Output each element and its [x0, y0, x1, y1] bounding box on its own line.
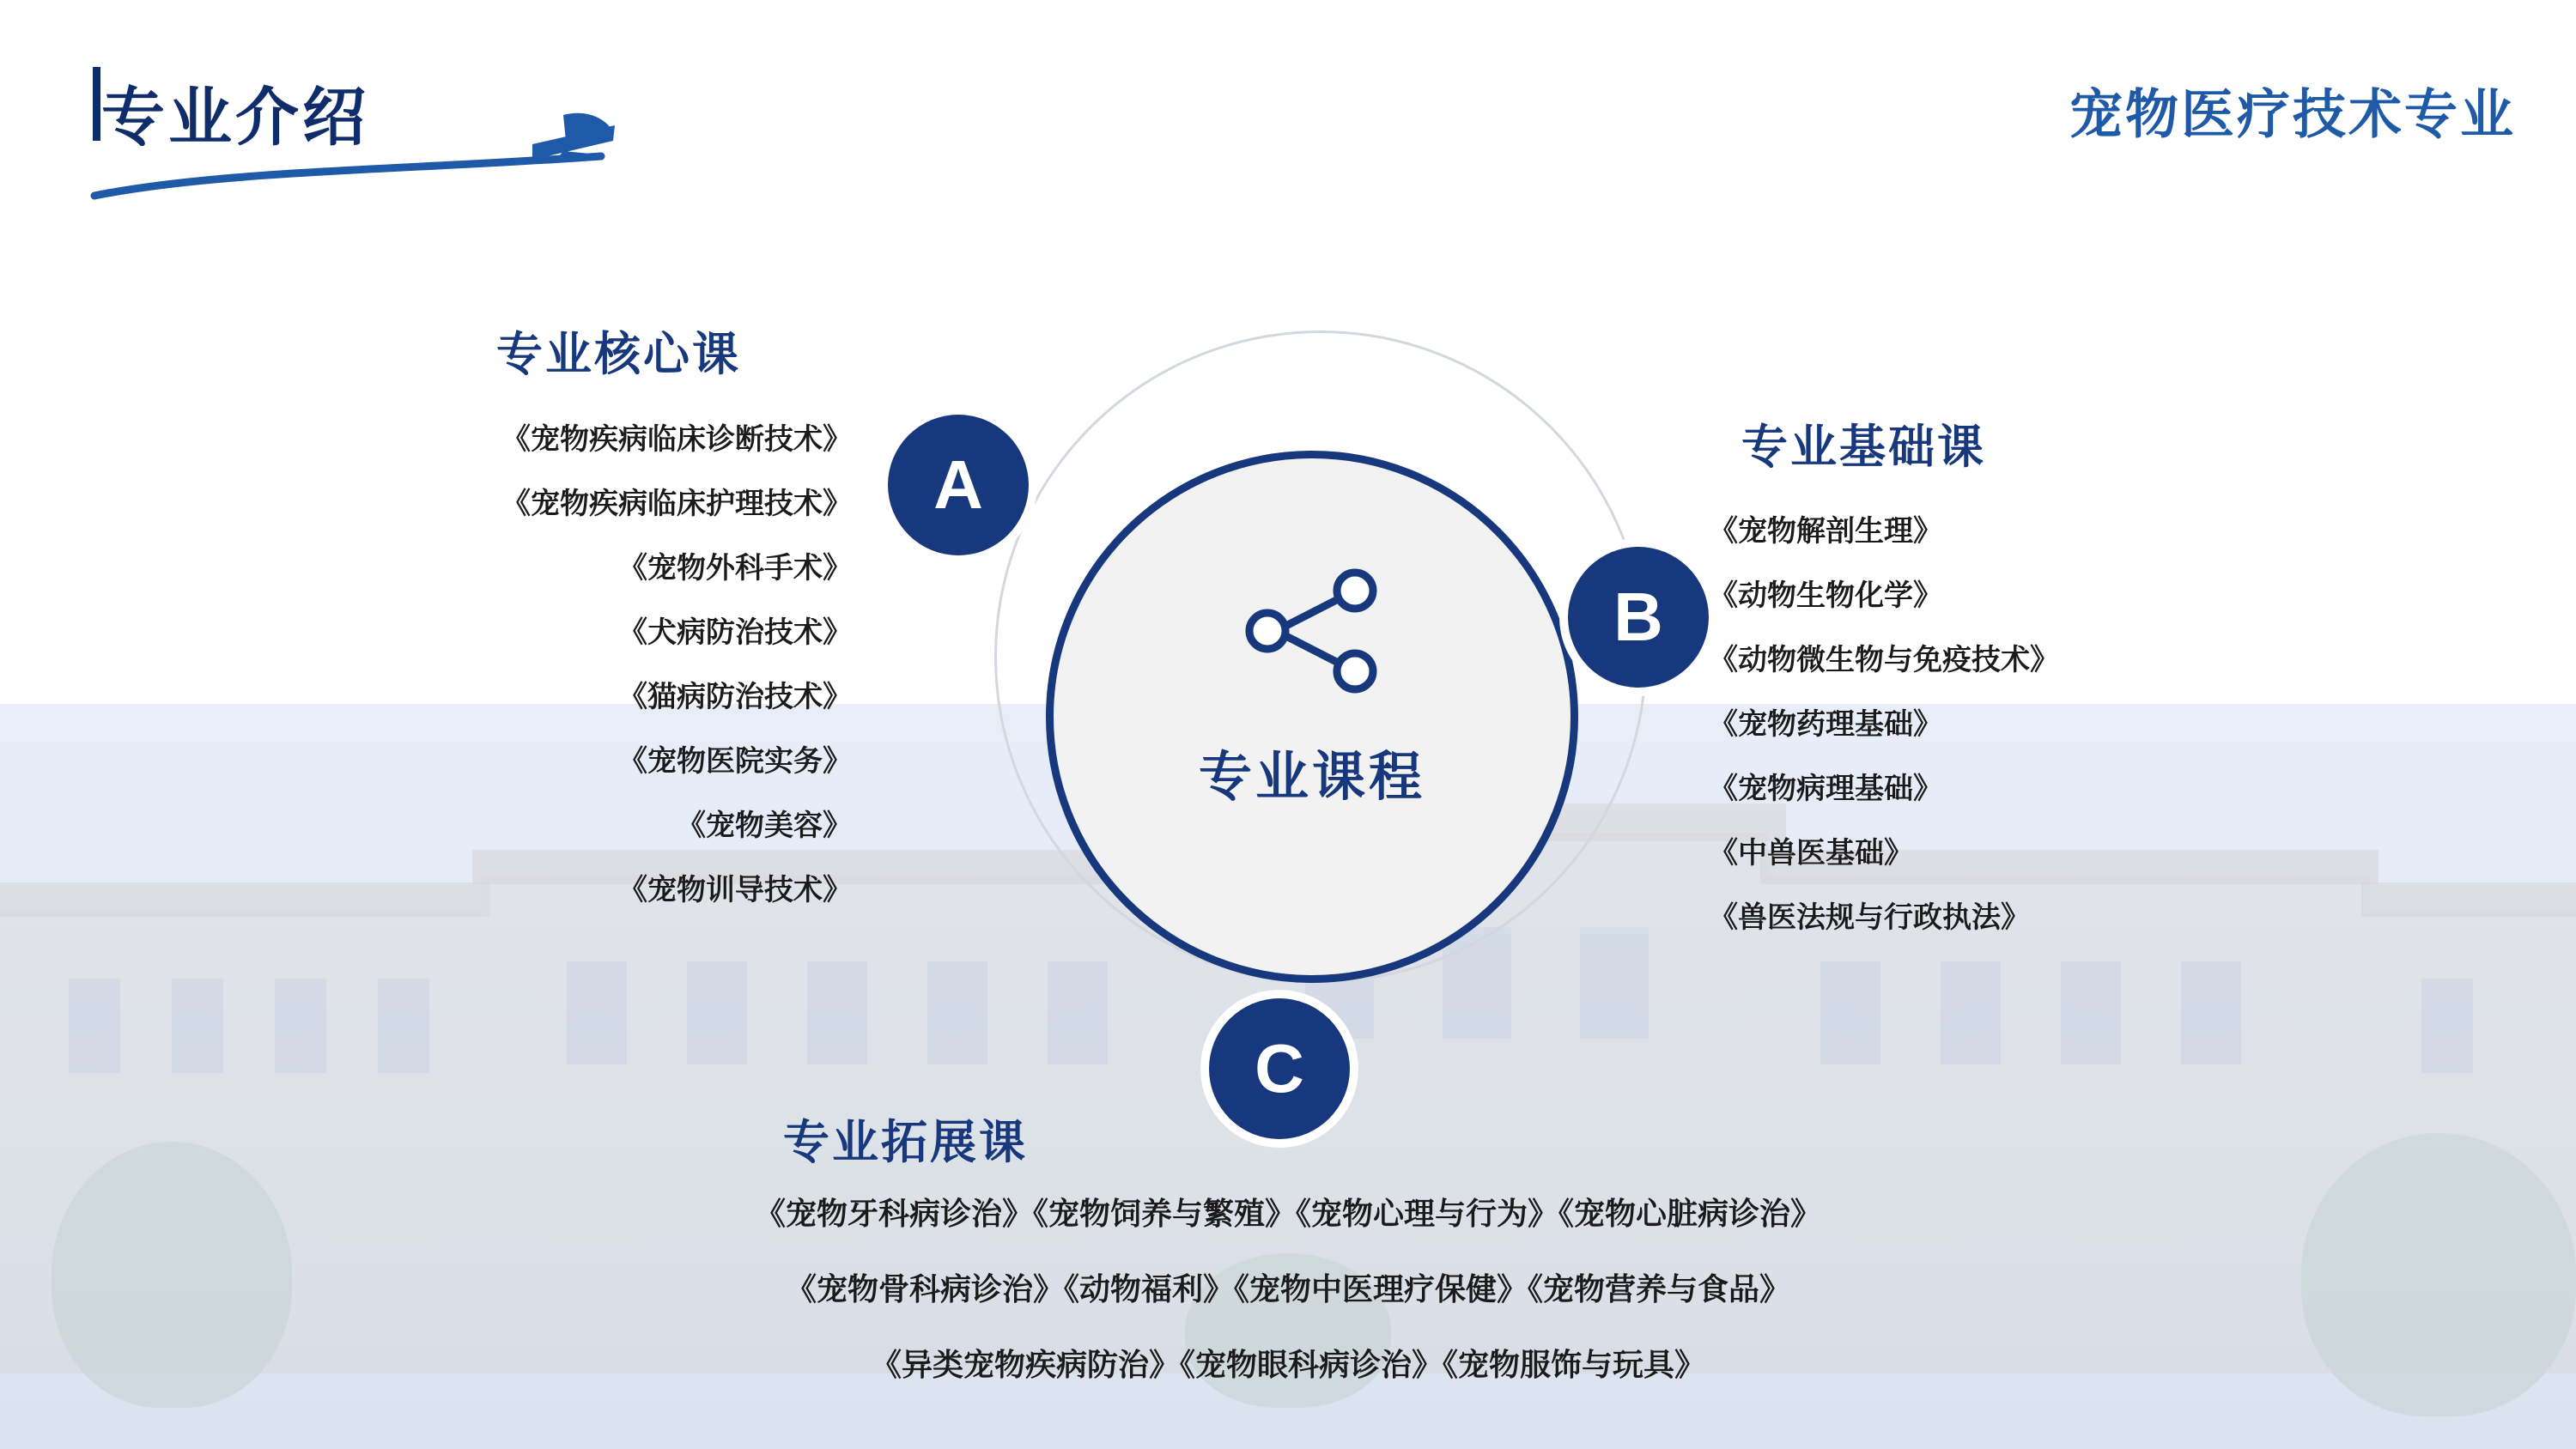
list-item: 《犬病防治技术》 [618, 616, 852, 649]
basic-course-list [1709, 500, 2293, 950]
list-item: 《宠物病理基础》 [1709, 773, 1942, 805]
list-item: 《宠物美容》 [677, 809, 852, 842]
tree [2301, 1133, 2576, 1416]
list-item: 《宠物疾病临床诊断技术》 [501, 423, 852, 456]
window [807, 961, 867, 1064]
window [1941, 961, 2001, 1064]
list-item: 《宠物解剖生理》 [1709, 515, 1942, 548]
list-item: 《宠物药理基础》 [1709, 708, 1942, 741]
inner-ring [1046, 451, 1578, 983]
header-subject-title: 宠物医疗技术专业 [2069, 85, 2516, 145]
list-item: 《兽医法规与行政执法》 [1709, 901, 2030, 934]
tree [52, 1142, 292, 1408]
extend-course-list [481, 1176, 2095, 1403]
window [1820, 961, 1880, 1064]
window [2421, 979, 2473, 1073]
window [1048, 961, 1108, 1064]
list-item: 《宠物疾病临床护理技术》 [501, 488, 852, 520]
node-a-letter: A [933, 446, 983, 523]
window [2181, 961, 2241, 1064]
node-b-letter: B [1613, 579, 1663, 655]
list-item: 《异类宠物疾病防治》《宠物眼科病诊治》《宠物服饰与玩具》 [870, 1347, 1705, 1382]
node-a[interactable] [888, 415, 1029, 555]
extend-course-title: 专业拓展课 [783, 1117, 1028, 1168]
basic-course-title: 专业基础课 [1741, 421, 1986, 473]
airplane-icon [86, 77, 618, 215]
window [2061, 961, 2121, 1064]
share-network-icon [1235, 567, 1389, 695]
window [378, 979, 429, 1073]
core-course-title: 专业核心课 [496, 329, 741, 380]
list-item: 《宠物医院实务》 [618, 745, 852, 778]
list-item: 《动物微生物与免疫技术》 [1709, 644, 2059, 676]
list-item: 《宠物牙科病诊治》《宠物饲养与繁殖》《宠物心理与行为》《宠物心脏病诊治》 [754, 1196, 1821, 1231]
core-course-list [309, 408, 852, 923]
node-c[interactable] [1209, 998, 1350, 1139]
window [69, 979, 120, 1073]
window [275, 979, 326, 1073]
list-item: 《宠物骨科病诊治》《动物福利》《宠物中医理疗保健》《宠物营养与食品》 [785, 1271, 1790, 1307]
list-item: 《猫病防治技术》 [618, 681, 852, 713]
window [687, 961, 747, 1064]
node-c-letter: C [1255, 1030, 1304, 1106]
window [567, 961, 627, 1064]
building-right-wing-roof [2361, 882, 2576, 917]
list-item: 《宠物外科手术》 [618, 552, 852, 585]
window [927, 961, 987, 1064]
page-title: 专业介绍 [101, 82, 369, 153]
center-label: 专业课程 [1198, 748, 1425, 807]
window [172, 979, 223, 1073]
list-item: 《宠物训导技术》 [618, 874, 852, 906]
window [1580, 927, 1649, 1039]
node-b[interactable] [1568, 547, 1709, 688]
list-item: 《中兽医基础》 [1709, 837, 1913, 870]
list-item: 《动物生物化学》 [1709, 579, 1942, 612]
